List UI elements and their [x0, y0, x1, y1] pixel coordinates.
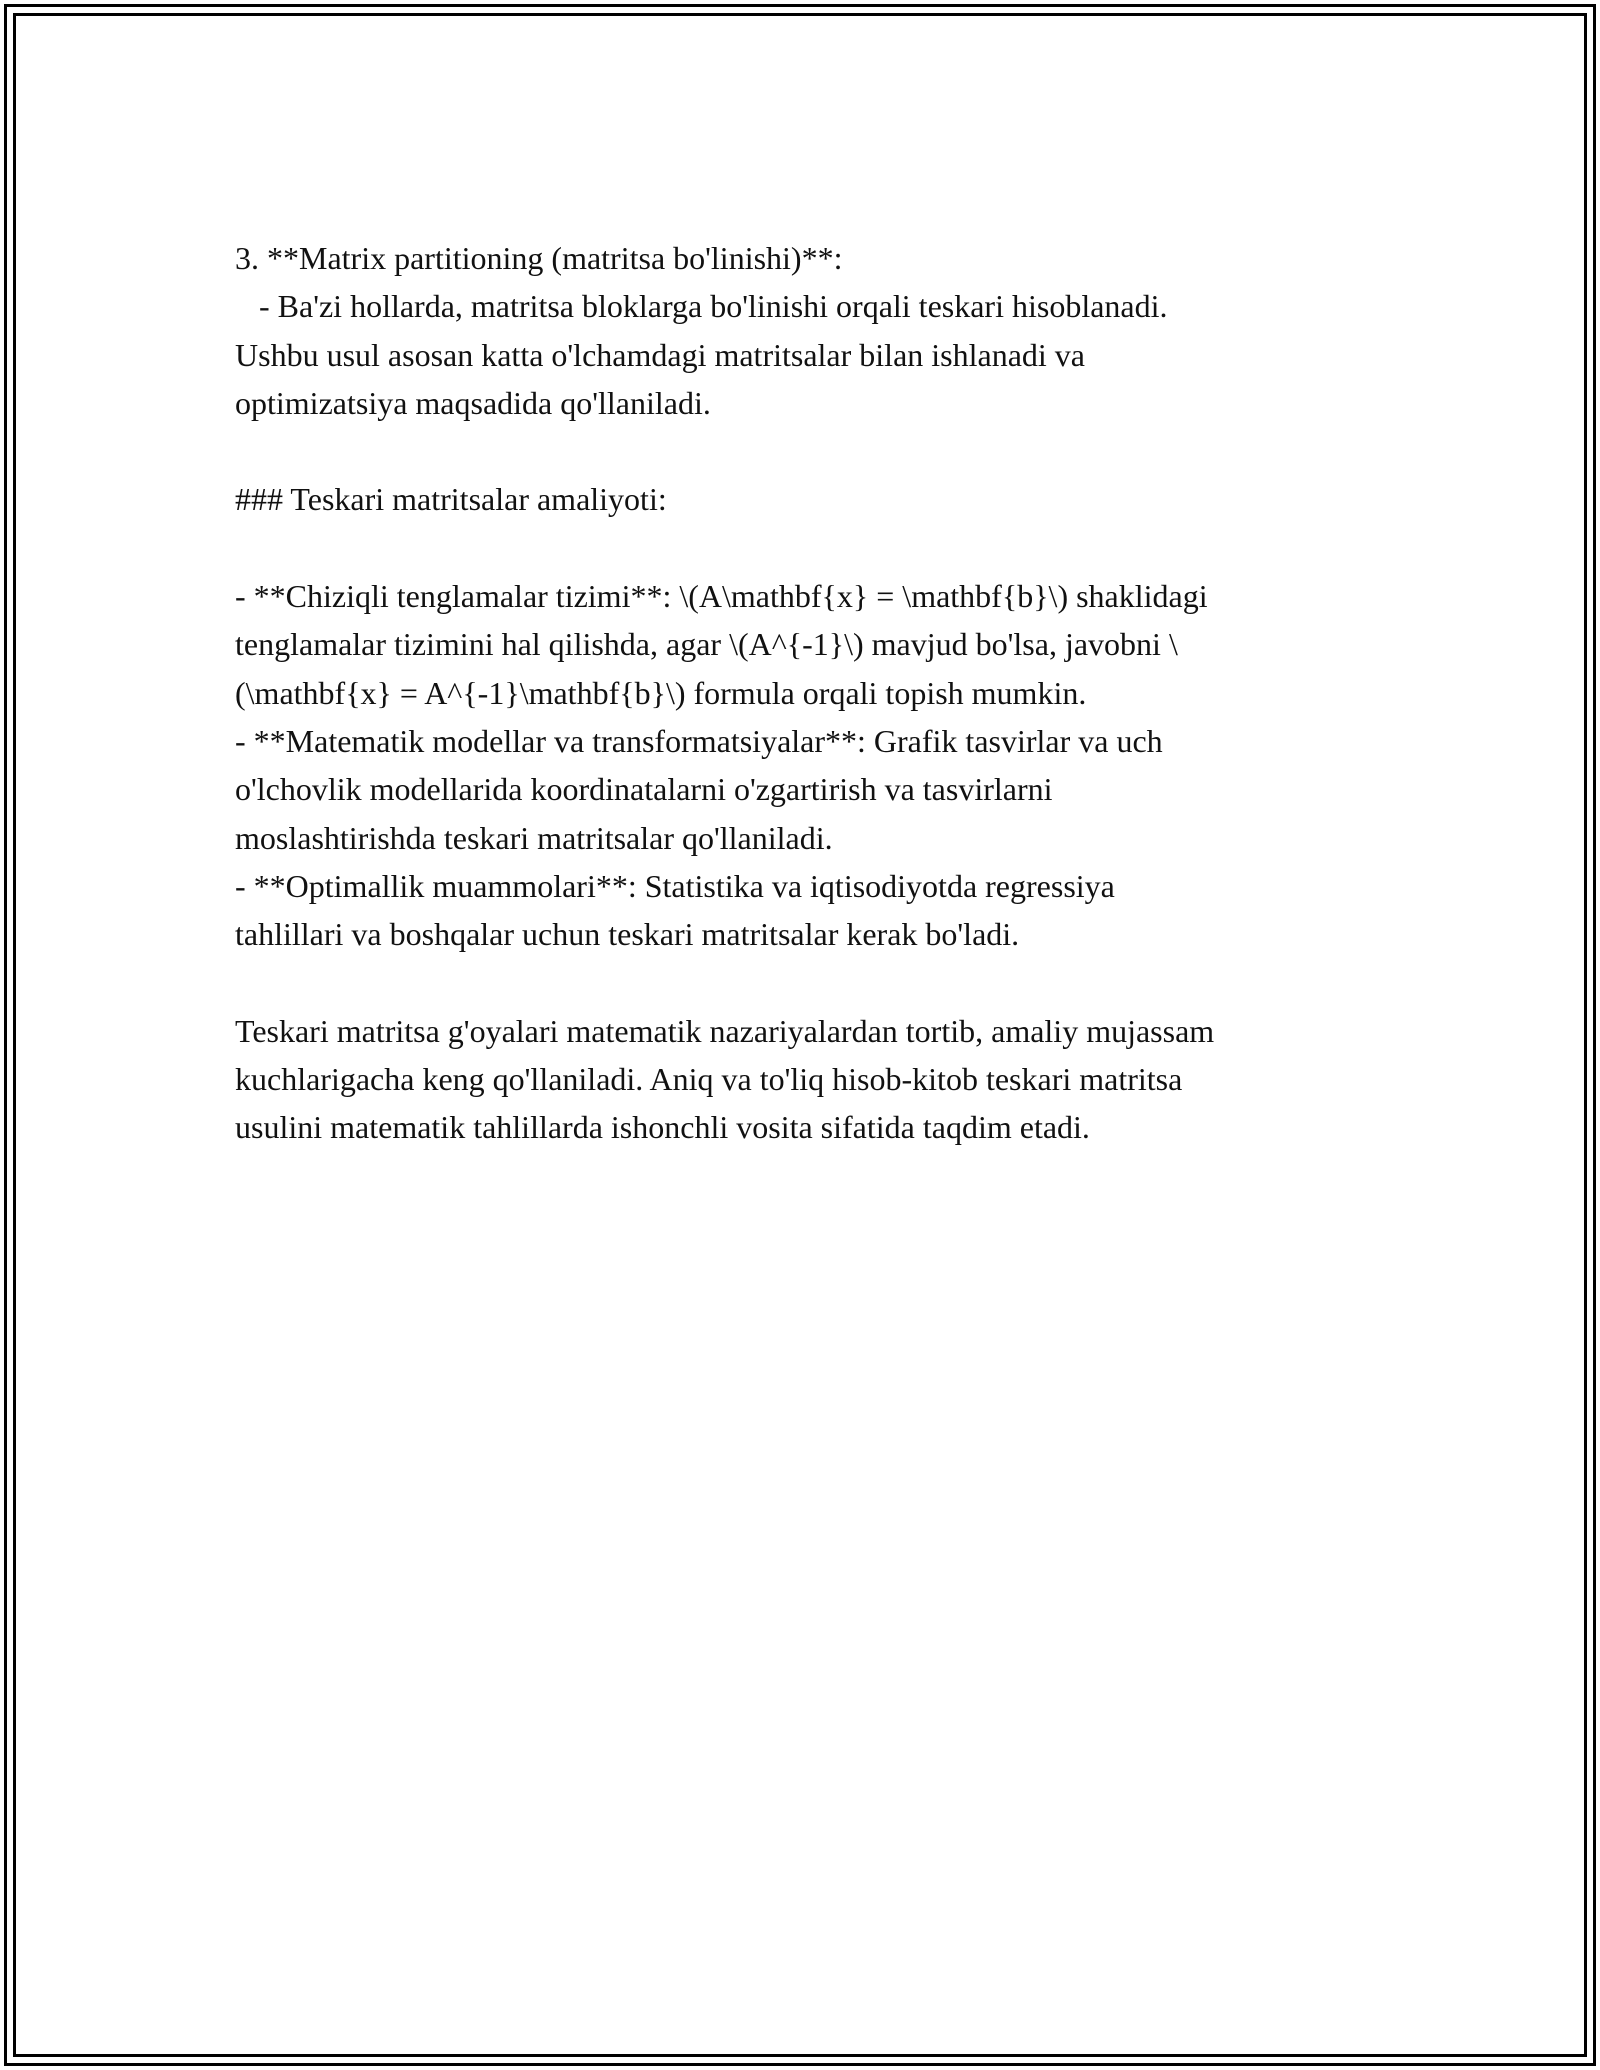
- conclusion-paragraph-line: Teskari matritsa g'oyalari matematik nazariyalardan tortib, amaliy mujassam: [235, 1012, 1215, 1049]
- section-heading: ### Teskari matritsalar amaliyoti:: [235, 481, 667, 518]
- bullet-item-optimization-problems: - **Optimallik muammolari**: Statistika va iqtisodiyotda regressiya: [235, 867, 1115, 904]
- paragraph-line: optimizatsiya maqsadida qo'llaniladi.: [235, 384, 711, 421]
- conclusion-paragraph-line: kuchlarigacha keng qo'llaniladi. Aniq va to'liq hisob-kitob teskari matritsa: [235, 1061, 1183, 1098]
- blank-line: [235, 524, 1395, 572]
- conclusion-paragraph-line: usulini matematik tahlillarda ishonchli vosita sifatida taqdim etadi.: [235, 1109, 1090, 1146]
- paragraph-line: (\mathbf{x} = A^{-1}\mathbf{b}\) formula orqali topish mumkin.: [235, 674, 1087, 711]
- list-item-heading-matrix-partitioning: 3. **Matrix partitioning (matritsa bo'linishi)**:: [235, 240, 843, 276]
- bullet-item-models-transformations: - **Matematik modellar va transformatsiyalar**: Grafik tasvirlar va uch: [235, 722, 1163, 759]
- paragraph-line: moslashtirishda teskari matritsalar qo'llaniladi.: [235, 819, 833, 856]
- blank-line: [235, 427, 1395, 475]
- document-body: [235, 234, 1395, 1152]
- paragraph-line: Ushbu usul asosan katta o'lchamdagi matritsalar bilan ishlanadi va: [235, 336, 1085, 373]
- paragraph-line: tenglamalar tizimini hal qilishda, agar \(A^{-1}\) mavjud bo'lsa, javobni \: [235, 626, 1178, 663]
- paragraph-line: tahlillari va boshqalar uchun teskari matritsalar kerak bo'ladi.: [235, 916, 1020, 953]
- paragraph-line: o'lchovlik modellarida koordinatalarni o'zgartirish va tasvirlarni: [235, 771, 1053, 808]
- bullet-item-linear-systems: - **Chiziqli tenglamalar tizimi**: \(A\mathbf{x} = \mathbf{b}\) shaklidagi: [235, 578, 1208, 615]
- paragraph-line: - Ba'zi hollarda, matritsa bloklarga bo'linishi orqali teskari hisoblanadi.: [235, 288, 1168, 325]
- blank-line: [235, 958, 1395, 1006]
